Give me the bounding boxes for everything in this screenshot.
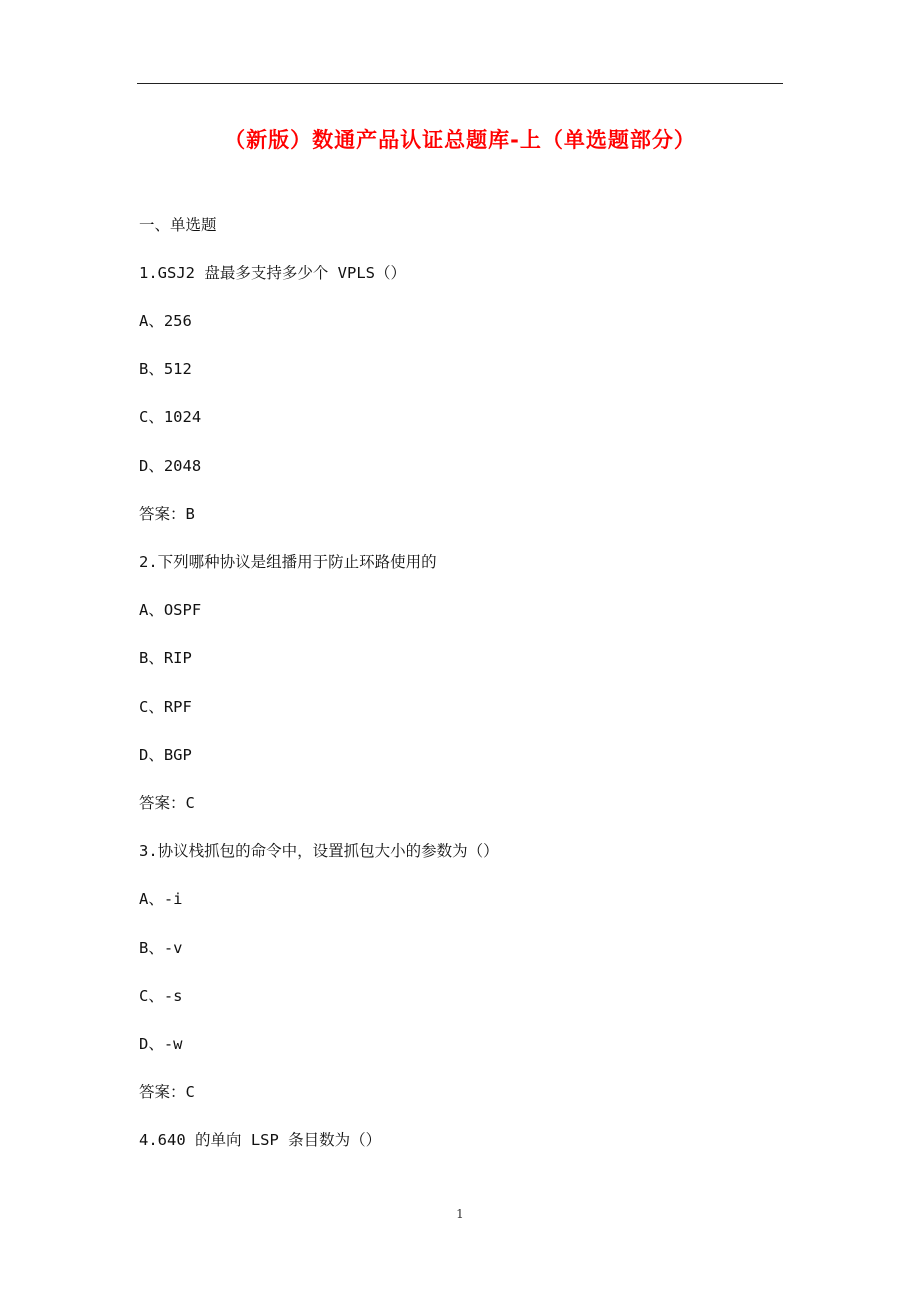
question-3-option-d: D、-w — [139, 1035, 183, 1053]
question-2-option-c: C、RPF — [139, 698, 192, 716]
question-1-option-d: D、2048 — [139, 457, 202, 475]
question-2-option-d: D、BGP — [139, 746, 192, 764]
question-4-stem: 4.640 的单向 LSP 条目数为（） — [139, 1131, 382, 1149]
page-number: 1 — [456, 1207, 464, 1221]
document-title: （新版）数通产品认证总题库-上（单选题部分） — [224, 128, 696, 152]
header-rule — [137, 83, 783, 84]
question-2-option-b: B、RIP — [139, 649, 192, 667]
question-2-answer: 答案：C — [139, 794, 195, 812]
question-3-option-a: A、-i — [139, 890, 183, 908]
question-1-stem: 1.GSJ2 盘最多支持多少个 VPLS（） — [139, 264, 406, 282]
question-2-stem: 2.下列哪种协议是组播用于防止环路使用的 — [139, 553, 437, 571]
section-heading: 一、单选题 — [139, 216, 217, 234]
question-2-option-a: A、OSPF — [139, 601, 202, 619]
question-3-answer: 答案：C — [139, 1083, 195, 1101]
question-3-option-b: B、-v — [139, 939, 183, 957]
question-3-stem: 3.协议栈抓包的命令中，设置抓包大小的参数为（） — [139, 842, 499, 860]
question-1-option-c: C、1024 — [139, 408, 202, 426]
question-1-option-b: B、512 — [139, 360, 192, 378]
question-1-answer: 答案：B — [139, 505, 195, 523]
question-1-option-a: A、256 — [139, 312, 192, 330]
question-3-option-c: C、-s — [139, 987, 183, 1005]
